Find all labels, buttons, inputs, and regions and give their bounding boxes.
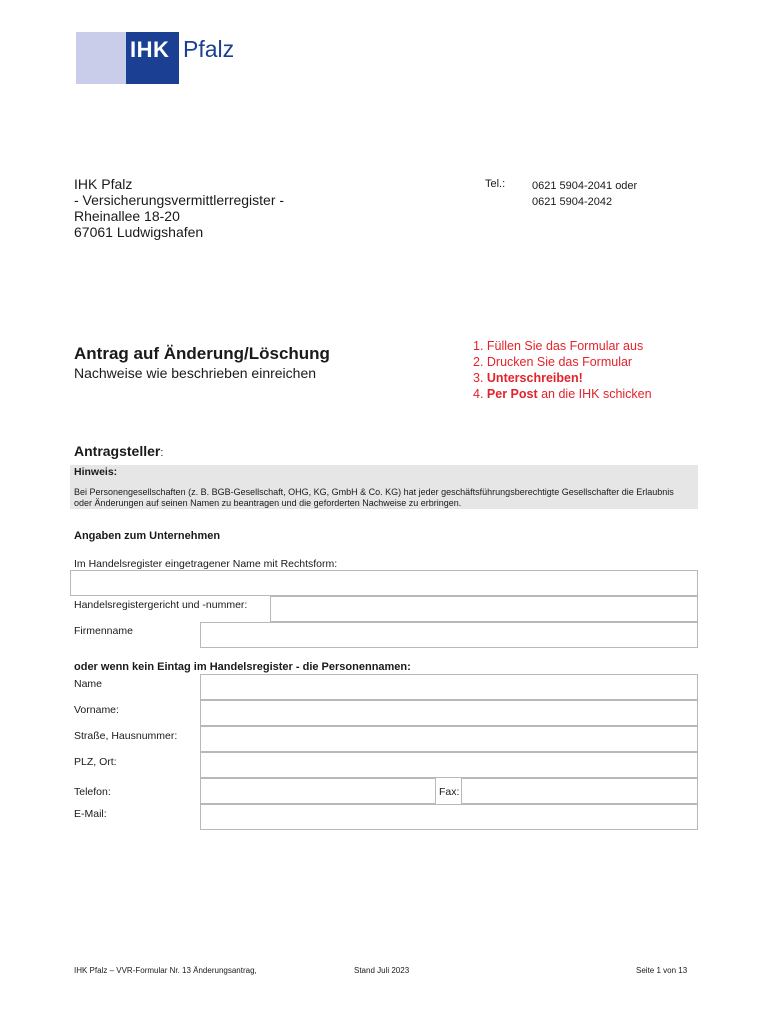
address-line: Rheinallee 18-20 [74, 208, 180, 224]
recipient-address [74, 176, 284, 240]
step-4 [473, 386, 652, 402]
phone-field[interactable] [200, 778, 436, 804]
tel-number-1: 0621 5904-2041 oder [532, 180, 638, 192]
step-4-rest: an die IHK schicken [537, 387, 652, 401]
logo-ihk-text: IHK [130, 37, 170, 62]
step-3-emphasis: Unterschreiben! [486, 371, 583, 385]
hint-text: Bei Personengesellschaften (z. B. BGB-Gesellschaft, OHG, KG, GmbH & Co. KG) hat jeder geschäftsführungsberechtigte Gesellschafter die Erlaubnis oder Änderungen auf seinen Namen zu beantragen und die geforderten Nachweise zu erbringen. [74, 487, 674, 508]
company-name-label: Firmenname [74, 625, 133, 637]
street-field[interactable] [200, 726, 698, 752]
step-3 [473, 370, 652, 386]
address-line: IHK Pfalz [74, 176, 133, 192]
registered-name-label: Im Handelsregister eingetragener Name mit Rechtsform: [74, 558, 338, 570]
tel-label: Tel.: [485, 178, 506, 190]
step-2: 2. Drucken Sie das Formular [473, 355, 633, 369]
street-label: Straße, Hausnummer: [74, 730, 178, 742]
name-field[interactable] [200, 674, 698, 700]
tel-number-2: 0621 5904-2042 [532, 196, 613, 208]
applicant-heading-colon: : [160, 447, 164, 459]
applicant-heading-text: Antragsteller [74, 443, 161, 459]
phone-label: Telefon: [74, 786, 111, 798]
address-line: - Versicherungsvermittlerregister - [74, 192, 285, 208]
company-name-field[interactable] [200, 622, 698, 648]
step-1: 1. Füllen Sie das Formular aus [473, 339, 644, 353]
applicant-heading [74, 443, 163, 459]
instruction-steps [473, 338, 652, 402]
address-line: 67061 Ludwigshafen [74, 224, 204, 240]
tel-numbers [532, 178, 637, 210]
email-label: E-Mail: [74, 808, 107, 820]
fax-field[interactable] [461, 778, 698, 804]
fax-label: Fax: [439, 786, 460, 798]
company-section-heading: Angaben zum Unternehmen [74, 530, 221, 542]
footer-page-number: Seite 1 von 13 [636, 966, 688, 975]
step-3-number: 3. [473, 371, 487, 385]
form-subtitle: Nachweise wie beschrieben einreichen [74, 365, 317, 381]
logo-light-block [76, 32, 126, 84]
name-label: Name [74, 678, 103, 690]
persons-section-heading: oder wenn kein Eintag im Handelsregister - die Personennamen: [74, 661, 411, 673]
firstname-label: Vorname: [74, 704, 119, 716]
register-court-field[interactable] [270, 596, 698, 622]
city-field[interactable] [200, 752, 698, 778]
registered-name-field[interactable] [70, 570, 698, 596]
city-label: PLZ, Ort: [74, 756, 117, 768]
register-court-label: Handelsregistergericht und -nummer: [74, 599, 248, 611]
logo-pfalz-text: Pfalz [183, 36, 235, 62]
ihk-logo [76, 32, 179, 84]
hint-title: Hinweis: [74, 466, 118, 478]
step-4-number: 4. [473, 387, 487, 401]
footer-date: Stand Juli 2023 [354, 966, 410, 975]
firstname-field[interactable] [200, 700, 698, 726]
form-title: Antrag auf Änderung/Löschung [74, 344, 330, 363]
step-4-emphasis: Per Post [486, 387, 538, 401]
footer-form-id: IHK Pfalz – VVR-Formular Nr. 13 Änderungsantrag, [74, 966, 257, 975]
email-field[interactable] [200, 804, 698, 830]
